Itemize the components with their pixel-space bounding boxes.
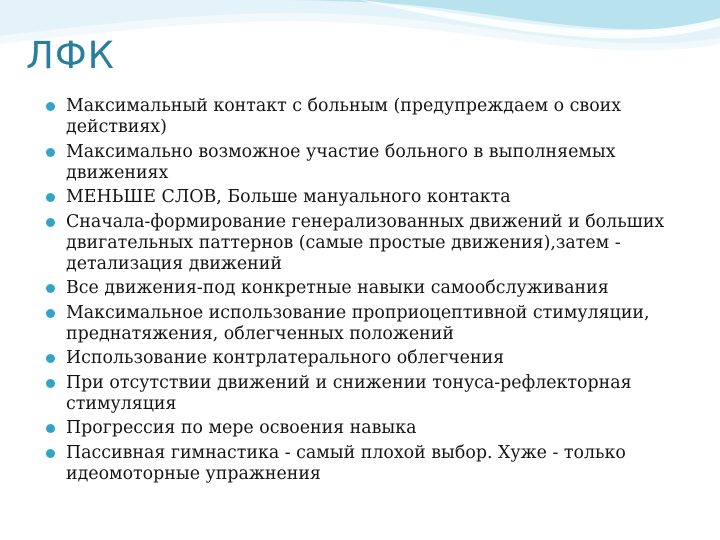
bullet-text: МЕНЬШЕ СЛОВ, Больше мануального контакта bbox=[66, 187, 511, 207]
bullet-text: Использование контрлатерального облегчения bbox=[66, 348, 505, 368]
list-item bbox=[44, 96, 694, 138]
bullet-text: При отсутствии движений и снижении тонуса-рефлекторная стимуляция bbox=[66, 372, 632, 414]
bullet-text: Пассивная гимнастика - самый плохой выбор. Хуже - только идеомоторные упражнения bbox=[66, 442, 626, 484]
list-item bbox=[44, 373, 694, 415]
bullet-text: Максимальный контакт с больным (предупреждаем о своих действиях) bbox=[66, 96, 622, 137]
bullet-text: Максимально возможное участие больного в выполняемых движениях bbox=[66, 141, 616, 183]
slide-title: ЛФК bbox=[26, 34, 115, 77]
list-item bbox=[44, 303, 694, 345]
bullet-text: Прогрессия по мере освоения навыка bbox=[66, 418, 417, 438]
list-item bbox=[44, 418, 694, 439]
bullet-icon bbox=[46, 449, 55, 458]
bullet-icon bbox=[46, 218, 55, 227]
bullet-icon bbox=[46, 102, 55, 111]
bullet-text: Максимальное использование проприоцептивной стимуляции, преднатяжения, облегченных положений bbox=[66, 302, 650, 344]
bullet-text: Все движения-под конкретные навыки самообслуживания bbox=[66, 278, 609, 298]
bullet-icon bbox=[46, 424, 55, 433]
bullet-icon bbox=[46, 284, 55, 293]
bullet-icon bbox=[46, 193, 55, 202]
list-item bbox=[44, 142, 694, 184]
bullet-list bbox=[44, 96, 694, 488]
list-item bbox=[44, 212, 694, 275]
list-item bbox=[44, 187, 694, 208]
list-item bbox=[44, 348, 694, 369]
list-item bbox=[44, 443, 694, 485]
bullet-icon bbox=[46, 148, 55, 157]
bullet-icon bbox=[46, 309, 55, 318]
bullet-icon bbox=[46, 354, 55, 363]
list-item bbox=[44, 278, 694, 299]
bullet-icon bbox=[46, 379, 55, 388]
bullet-text: Сначала-формирование генерализованных движений и больших двигательных паттернов (самые простые движения),затем - детализация движений bbox=[66, 211, 665, 274]
